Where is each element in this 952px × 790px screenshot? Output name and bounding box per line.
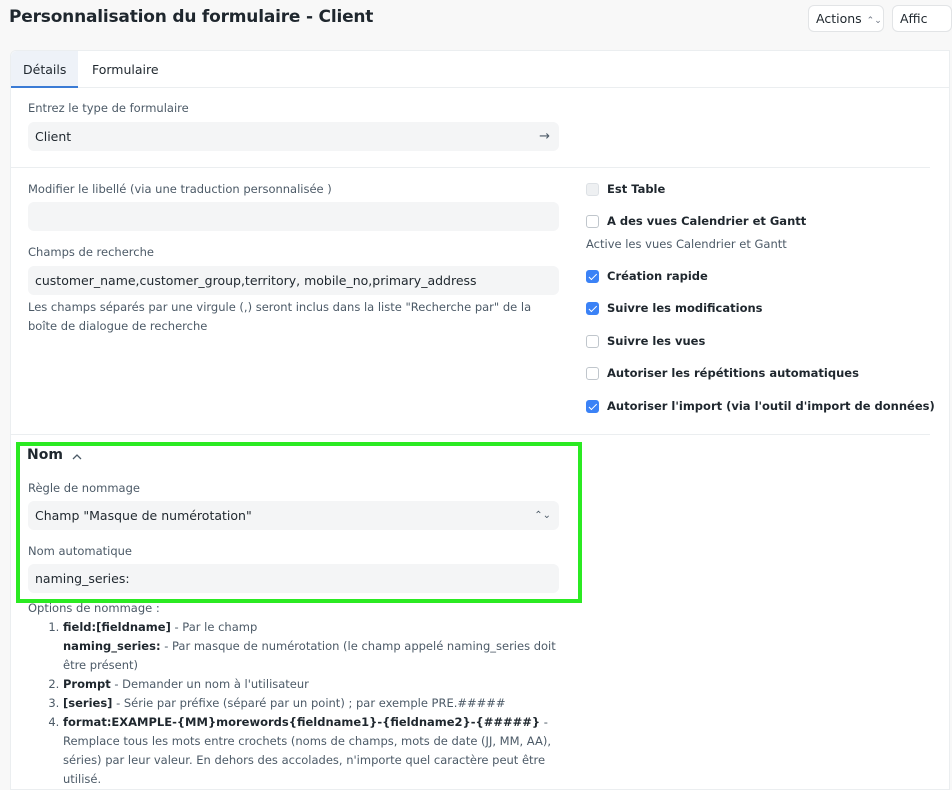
actions-button-label: Actions xyxy=(816,11,862,26)
checkbox-quick-entry[interactable] xyxy=(586,268,708,284)
option-code: format:EXAMPLE-{MM}morewords{fieldname1}-{fieldname2}-{#####} xyxy=(63,715,541,729)
form-type-input[interactable] xyxy=(28,122,559,151)
naming-rule-select[interactable] xyxy=(28,501,559,530)
tab-form[interactable]: Formulaire xyxy=(92,62,159,77)
list-item xyxy=(63,675,563,694)
show-button-label: Affic xyxy=(900,11,928,26)
arrow-right-icon[interactable]: → xyxy=(539,129,550,144)
chevron-updown-icon: ⌃⌄ xyxy=(866,16,882,26)
naming-options-help xyxy=(28,599,563,789)
list-item xyxy=(63,713,563,789)
option-text: - Demander un nom à l'utilisateur xyxy=(110,677,309,691)
checkbox-calendar-gantt[interactable] xyxy=(586,213,806,229)
tab-details[interactable]: Détails xyxy=(11,51,78,88)
page-title: Personnalisation du formulaire - Client xyxy=(9,7,374,27)
actions-button[interactable] xyxy=(808,5,884,32)
checkbox-label: Est Table xyxy=(607,182,666,196)
checkbox-box[interactable] xyxy=(586,367,599,380)
search-fields-value: customer_name,customer_group,territory, mobile_no,primary_address xyxy=(35,273,477,288)
autoname-label: Nom automatique xyxy=(28,544,132,558)
option-text: - Série par préfixe (séparé par un point) ; par exemple PRE.##### xyxy=(112,696,506,710)
checkbox-label: Autoriser l'import (via l'outil d'import de données) xyxy=(607,399,935,413)
label-field-input[interactable] xyxy=(28,202,559,231)
calendar-gantt-description: Active les vues Calendrier et Gantt xyxy=(586,237,787,251)
naming-options-list xyxy=(28,618,563,789)
naming-rule-value: Champ "Masque de numérotation" xyxy=(35,508,252,523)
checkbox-label: A des vues Calendrier et Gantt xyxy=(607,214,807,228)
checkbox-box[interactable] xyxy=(586,270,599,283)
naming-options-title: Options de nommage : xyxy=(28,601,160,615)
checkbox-label: Suivre les modifications xyxy=(607,301,763,315)
chevron-up-icon[interactable] xyxy=(70,450,84,464)
chevron-updown-icon: ⌃⌄ xyxy=(534,510,551,521)
label-field-label: Modifier le libellé (via une traduction personnalisée ) xyxy=(28,182,332,196)
checkbox-allow-auto-repeat[interactable] xyxy=(586,365,859,381)
autoname-value: naming_series: xyxy=(35,571,130,586)
checkbox-box[interactable] xyxy=(586,215,599,228)
option-text: - Remplace tous les mots entre crochets (noms de champs, mots de date (JJ, MM, AA), séries) par leur valeur. En dehors des accolades, n'importe quel caractère peut être utilisé. xyxy=(63,715,551,786)
tab-bar xyxy=(11,51,949,88)
checkbox-is-table[interactable] xyxy=(586,181,665,197)
show-button[interactable] xyxy=(892,5,952,32)
option-code: [series] xyxy=(63,696,113,710)
list-item xyxy=(63,694,563,713)
naming-rule-label: Règle de nommage xyxy=(28,481,140,495)
checkbox-label: Création rapide xyxy=(607,269,708,283)
checkbox-box[interactable] xyxy=(586,183,599,196)
search-fields-input[interactable] xyxy=(28,266,559,295)
option-code: Prompt xyxy=(63,677,111,691)
section-divider xyxy=(11,434,930,435)
checkbox-box[interactable] xyxy=(586,400,599,413)
search-fields-description: Les champs séparés par une virgule (,) seront inclus dans la liste "Recherche par" de la boîte de dialogue de recherche xyxy=(28,300,532,333)
checkbox-allow-import[interactable] xyxy=(586,398,935,414)
checkbox-label: Suivre les vues xyxy=(607,334,706,348)
form-type-label: Entrez le type de formulaire xyxy=(28,101,189,115)
option-code: naming_series: xyxy=(63,639,161,653)
checkbox-box[interactable] xyxy=(586,302,599,315)
form-type-value: Client xyxy=(35,129,72,144)
list-item xyxy=(63,618,563,675)
checkbox-track-views[interactable] xyxy=(586,333,705,349)
autoname-input[interactable] xyxy=(28,564,559,593)
checkbox-label: Autoriser les répétitions automatiques xyxy=(607,366,859,380)
section-divider xyxy=(11,167,930,168)
search-fields-label: Champs de recherche xyxy=(28,245,154,259)
naming-section-title[interactable]: Nom xyxy=(27,447,63,463)
checkbox-track-changes[interactable] xyxy=(586,300,763,316)
option-text: - Par le champ xyxy=(170,620,258,634)
page-header xyxy=(0,0,930,40)
option-code: field:[fieldname] xyxy=(63,620,171,634)
option-text: - Par masque de numérotation (le champ appelé naming_series doit être présent) xyxy=(63,639,556,672)
checkbox-box[interactable] xyxy=(586,335,599,348)
